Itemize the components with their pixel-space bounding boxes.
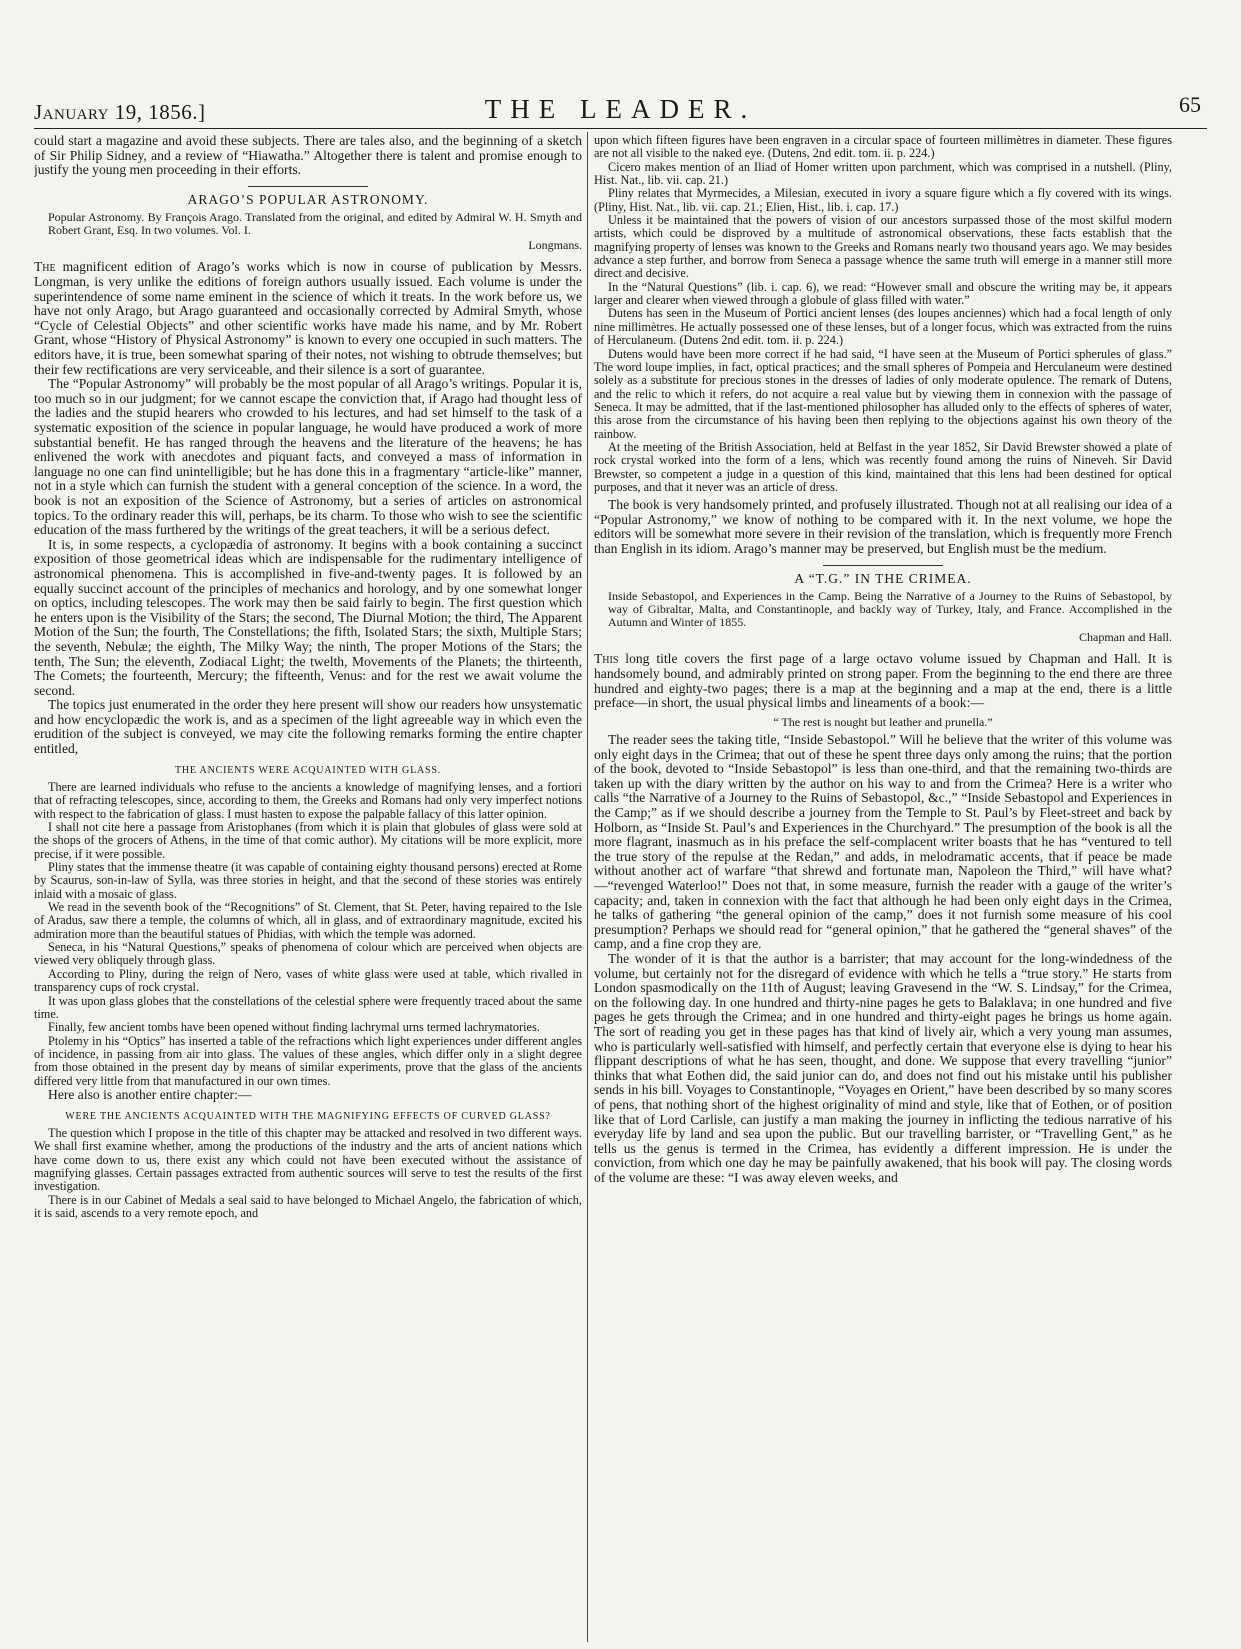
publisher-name: Longmans. [528, 238, 582, 253]
review-title-arago: ARAGO’S POPULAR ASTRONOMY. [187, 191, 429, 207]
quoted-paragraph: Unless it be maintained that the powers of vision of our ancestors surpassed those of the most skilful modern artists, which could be disproved by a multitude of astronomical observations, these facts establish that the magnifying property of lenses was known to the Greeks and Romans nearly two thousand years ago. We may besides advance a step further, and borrow from Seneca a passage whence the same truth will emerge in a manner still more direct and decisive. [594, 213, 1172, 281]
paragraph-text: magnificent edition of Arago’s works which is now in course of publication by Messrs. Longman, is very unlike the editions of foreign authors usually issued. Each volume is under the superintendence of some name eminent in the science of which it treats. In the work before us, we have not only Arago, but Arago guaranteed and occasionally corrected by Admiral Smyth, whose “Cycle of Celestial Objects” and other scientific works have made his name, and by Mr. Robert Grant, whose “History of Physical Astronomy” is known to every one occupied in such matters. The editors have, it is true, been somewhat sparing of their notes, not wishing to obtrude themselves; but their few rectifications are very serviceable, and their silence is a sort of guarantee. [34, 259, 582, 377]
quoted-paragraph: Cicero makes mention of an Iliad of Homer written upon parchment, which was comprised in a nutshell. (Pliny, Hist. Nat., lib. vii. cap. 21.) [594, 159, 1172, 188]
quoted-paragraph: Seneca, in his “Natural Questions,” speaks of phenomena of colour which are perceived when objects are viewed very obliquely through glass. [34, 940, 582, 968]
masthead-title: THE LEADER. [484, 94, 757, 124]
quoted-paragraph: According to Pliny, during the reign of Nero, vases of white glass were used at table, which rivalled in transparency cups of rock crystal. [34, 966, 582, 995]
intro-paragraph: could start a magazine and avoid these subjects. There are tales also, and the beginning of a sketch of Sir Philip Sidney, and a review of “Hiawatha.” Altogether there is talent and promise enough to justify the young men proceeding in their efforts. [34, 134, 582, 178]
quoted-paragraph: At the meeting of the British Association, held at Belfast in the year 1852, Sir David Brewster showed a plate of rock crystal worked into the form of a lens, which was recently found among the ruins of Nineveh. Sir David Brewster, so competent a judge in a question of this kind, maintained that this lens had been destined for optical purposes, and that it never was an article of dress. [594, 439, 1172, 494]
quoted-paragraph: There is in our Cabinet of Medals a seal said to have belonged to Michael Angelo, the fabrication of which, it is said, ascends to a very remote epoch, and [34, 1192, 582, 1220]
quoted-paragraph: Pliny states that the immense theatre (it was capable of containing eighty thousand persons) erected at Rome by Scaurus, son-in-law of Sylla, was three stories in height, and that the second of these stories was entirely inlaid with a mosaic of glass. [34, 860, 582, 901]
chapter-title-glass: THE ANCIENTS WERE ACQUAINTED WITH GLASS. [174, 764, 442, 776]
section-divider [248, 186, 368, 187]
quoted-paragraph: Ptolemy in his “Optics” has inserted a table of the refractions which light experiences under different angles of incidence, in passing from air into glass. The values of these angles, which differ only in a slight degree from those obtained in the present day by means of similar experiments, prove that the glass of the ancients differed very little from that manufactured in our own times. [34, 1033, 582, 1088]
paragraph-lead-word: The [34, 259, 56, 275]
body-paragraph [594, 652, 1172, 710]
motto-quote: “ The rest is nought but leather and prunella.” [773, 714, 993, 729]
quoted-paragraph: I shall not cite here a passage from Aristophanes (from which it is plain that globules of glass were sold at the shops of the grocers of Athens, in the time of that comic author). My citations will be more explicit, more precise, if it were possible. [34, 820, 582, 861]
quoted-paragraph: In the “Natural Questions” (lib. i. cap. 6), we read: “However small and obscure the writing may be, it appears larger and clearer when viewed through a globule of glass filled with water.” [594, 279, 1172, 308]
right-column [594, 134, 1172, 1642]
body-paragraph: The topics just enumerated in the order they here present will show our readers how unsystematic and how encyclopædic the work is, and as a specimen of the light agreeable way in which even the erudition of the subject is conveyed, we may cite the following remarks forming the entire chapter entitled, [34, 697, 582, 757]
quoted-paragraph: There are learned individuals who refuse to the ancients a knowledge of magnifying lenses, and a fortiori that of refracting telescopes, since, according to them, the Greeks and Romans had only very imperfect notions with respect to the fabrication of glass. I must hasten to expose the palpable fallacy of this latter opinion. [34, 780, 582, 821]
bibliographic-note: Popular Astronomy. By François Arago. Translated from the original, and edited by Admiral W. H. Smyth and Robert Grant, Esq. In two volumes. Vol. I. [48, 210, 582, 238]
quoted-paragraph: We read in the seventh book of the “Recognitions” of St. Clement, that St. Peter, having repaired to the Isle of Aradus, saw there a temple, the columns of which, all in glass, and of extraordinary magnitude, excited his admiration more than the beautiful statues of Phidias, with which the temple was adorned. [34, 900, 582, 941]
review-title-crimea: A “T.G.” IN THE CRIMEA. [794, 570, 972, 586]
body-paragraph: The “Popular Astronomy” will probably be the most popular of all Arago’s writings. Popular it is, too much so in our judgment; for we cannot escape the conviction that, if Arago had thought less of the ladies and the stupid hearers who crowded to his lectures, and had set himself to the task of a systematic exposition of the science in popular language, he would have produced a work of more substantial benefit. He has ranged through the heavens and the literature of the heavens; he has enlivened the work with anecdotes and piquant facts, and conveyed a mass of information in language no one can find unintelligible; but he has done this in a fragmentary “article-like” manner, not in a style which can furnish the student with a general conception of the science. In a word, the book is not an exposition of the Science of Astronomy, but a series of articles on astronomical topics. To the ordinary reader this will, perhaps, be its charm. To those who wish to see the scientific education of the mass furthered by the writings of the great teachers, it will be a serious defect. [34, 376, 582, 538]
quoted-paragraph: upon which fifteen figures have been engraven in a circular space of fourteen millimètres in diameter. These figures are not all visible to the naked eye. (Dutens, 2nd edit. tom. ii. p. 224.) [594, 134, 1172, 161]
quoted-paragraph: It was upon glass globes that the constellations of the celestial sphere were frequently traced about the same time. [34, 993, 582, 1021]
body-paragraph: The reader sees the taking title, “Inside Sebastopol.” Will he believe that the writer of this volume was only eight days in the Crimea; that out of these he spent three days only among the ruins; that the portion of the book, devoted to “Inside Sebastopol” is less than one-third, and that the remaining two-thirds are taken up with the diary written by the author on his way to and from the Crimea? Here is a writer who calls “the Narrative of a Journey to the Ruins of Sebastopol, &c.,” “Inside Sebastopol and Experiences in the Camp;” as if we should describe a journey from the Temple to St. Paul’s by Fleet-street and back by Holborn, as “Inside St. Paul’s and Experiences in the Churchyard.” The presumption of the book is all the more flagrant, inasmuch as in his preface the self-complacent writer boasts that he has “ventured to tell the true story of the repulse at the Redan,” and adds, in melodramatic accents, that if peace be made without another act of warfare “that shrewd and fortunate man, Napoleon the Third,” will have what?—“revenged Waterloo!” Does not that, in some measure, furnish the reader with a gauge of the writer’s capacity; and, taken in connexion with the fact that although he had been only eight days in the Crimea, he talks of gathering “the general opinion of the camp,” does it not furnish some measure of his cool presumption? Perhaps we should read for “general opinion,” that he gathered the “general shaves” of the camp, and a fine crop they are. [594, 732, 1172, 952]
quoted-paragraph: Pliny relates that Myrmecides, a Milesian, executed in ivory a square figure which a fly covered with its wings. (Pliny, Hist. Nat., lib. vii. cap. 21.; Elien, Hist., lib. i. cap. 17.) [594, 186, 1172, 214]
body-paragraph: The wonder of it is that the author is a barrister; that may account for the long-windedness of the volume, but certainly not for the disregard of evidence with which he tells a “true story.” He starts from London spasmodically on the 11th of August; leaving Gravesend in the “W. S. Lindsay,” for the Crimea, on the following day. In one hundred and thirty-nine pages he gets to Balaklava; in one hundred and five pages he gets through the Crimea; and in one hundred and thirty-eight pages he brings us home again. The sort of reading you get in these pages has that kind of lively air, which a very young man assumes, who is particularly well-satisfied with himself, and perfectly certain that everyone else is dying to hear his flippant descriptions of what he has seen, thought, and done. We suppose that every travelling “junior” thinks that what Eothen did, the said junior can do, and does not find out his mistake until his publisher sends in his bill. Voyages to Constantinople, “Voyages en Orient,” have been described by so many scores of pens, that nothing short of the highest originality of mind and style, like that of Eothen, or of position like that of Lord Carlisle, can justify a man making the journey in inflicting the tedious narrative of his everyday life by land and sea upon the public. But our travelling barrister, or “Travelling Gent,” as he tells us the genus is termed in the Crimea, has evidently a different impression. He is under the conviction, from which one day he may be painfully awakened, that his book will pay. The closing words of the volume are these: “I was away eleven weeks, and [594, 950, 1172, 1185]
page-number: 65 [1179, 92, 1201, 117]
publisher-name: Chapman and Hall. [1079, 630, 1172, 644]
paragraph-lead-word: This [594, 651, 619, 667]
paragraph-text: long title covers the first page of a large octavo volume issued by Chapman and Hall. It is handsomely bound, and admirably printed on strong paper. From the beginning to the end there are three hundred and eighty-two pages; there is a map at the beginning and a map at the end, there is a little preface—in short, the usual physical limbs and lineaments of a book:— [594, 651, 1172, 711]
page-header [34, 88, 1207, 129]
body-paragraph [34, 260, 582, 377]
issue-date: January 19, 1856.] [34, 100, 206, 124]
body-paragraph: The book is very handsomely printed, and profusely illustrated. Though not at all realising our idea of a “Popular Astronomy,” we know of nothing to be compared with it. In the next volume, we hope the editors will be somewhat more severe in their revision of the translation, which is frequently more French than English in its idiom. Arago’s manner may be preserved, but English must be the medium. [594, 497, 1172, 557]
body-paragraph: It is, in some respects, a cyclopædia of astronomy. It begins with a book containing a succinct exposition of those geometrical ideas which are indispensable for the rudimentary intelligence of astronomical phenomena. This is accomplished in five-and-twenty pages. It is followed by an equally succinct account of the principles of mechanics and horology, and by one somewhat longer on optics, including telescopes. The work may then be said fairly to begin. The first question which he enters upon is the Visibility of the Stars; the second, The Diurnal Motion; the third, The Apparent Motion of the Sun; the fourth, The Constellations; the fifth, Isolated Stars; the sixth, Multiple Stars; the seventh, Nebulæ; the eighth, The Milky Way; the ninth, The proper Motions of the Stars; the tenth, The Sun; the eleventh, Zodiacal Light; the twelth, Movements of the Planets; the thirteenth, The Comets; the fourteenth, Mercury; the fifteenth, Venus: and for the rest we await volume the second. [34, 536, 582, 698]
column-rule [587, 132, 588, 1642]
left-column [34, 134, 582, 1642]
quoted-paragraph: Finally, few ancient tombs have been opened without finding lachrymal urns termed lachrymatories. [48, 1020, 540, 1035]
quoted-paragraph: Dutens has seen in the Museum of Portici ancient lenses (des loupes anciennes) which had a focal length of only nine millimètres. He actually possessed one of these lenses, but of a longer focus, which was extracted from the ruins of Herculaneum. (Dutens 2nd edit. tom. ii. p. 224.) [594, 306, 1172, 348]
quoted-paragraph: Dutens would have been more correct if he had said, “I have seen at the Museum of Portici spherules of glass.” The word loupe implies, in fact, optical practices; and the small spheres of Pompeia and Herculaneum were destined solely as a substitute for precious stones in the dresses of ladies of only moderate opulence. The remark of Dutens, and the relic to which it refers, do not acquire a real value but by viewing them in connexion with the passage of Seneca. It may be admitted, that if the last-mentioned philosopher has alluded only to the effects of spheres of water, this arose from the circumstance of his having been then replying to the objections against his own theory of the rainbow. [594, 346, 1172, 441]
section-divider [823, 565, 943, 566]
bibliographic-note: Inside Sebastopol, and Experiences in the Camp. Being the Narrative of a Journey to the Ruins of Sebastopol, by way of Gibraltar, Malta, and Constantinople, and backly way of Turkey, Italy, and France. Accomplished in the Autumn and Winter of 1855. [608, 589, 1172, 629]
chapter-title-curved-glass: WERE THE ANCIENTS ACQUAINTED WITH THE MAGNIFYING EFFECTS OF CURVED GLASS? [65, 1110, 551, 1122]
quoted-paragraph: The question which I propose in the title of this chapter may be attacked and resolved in two different ways. We shall first examine whether, among the productions of the industry and the arts of ancient nations which have come down to us, there exist any which could not have been executed without the assistance of magnifying glasses. Certain passages extracted from authentic sources will serve to test the results of the first investigation. [34, 1125, 582, 1194]
body-paragraph: Here also is another entire chapter:— [48, 1086, 252, 1102]
